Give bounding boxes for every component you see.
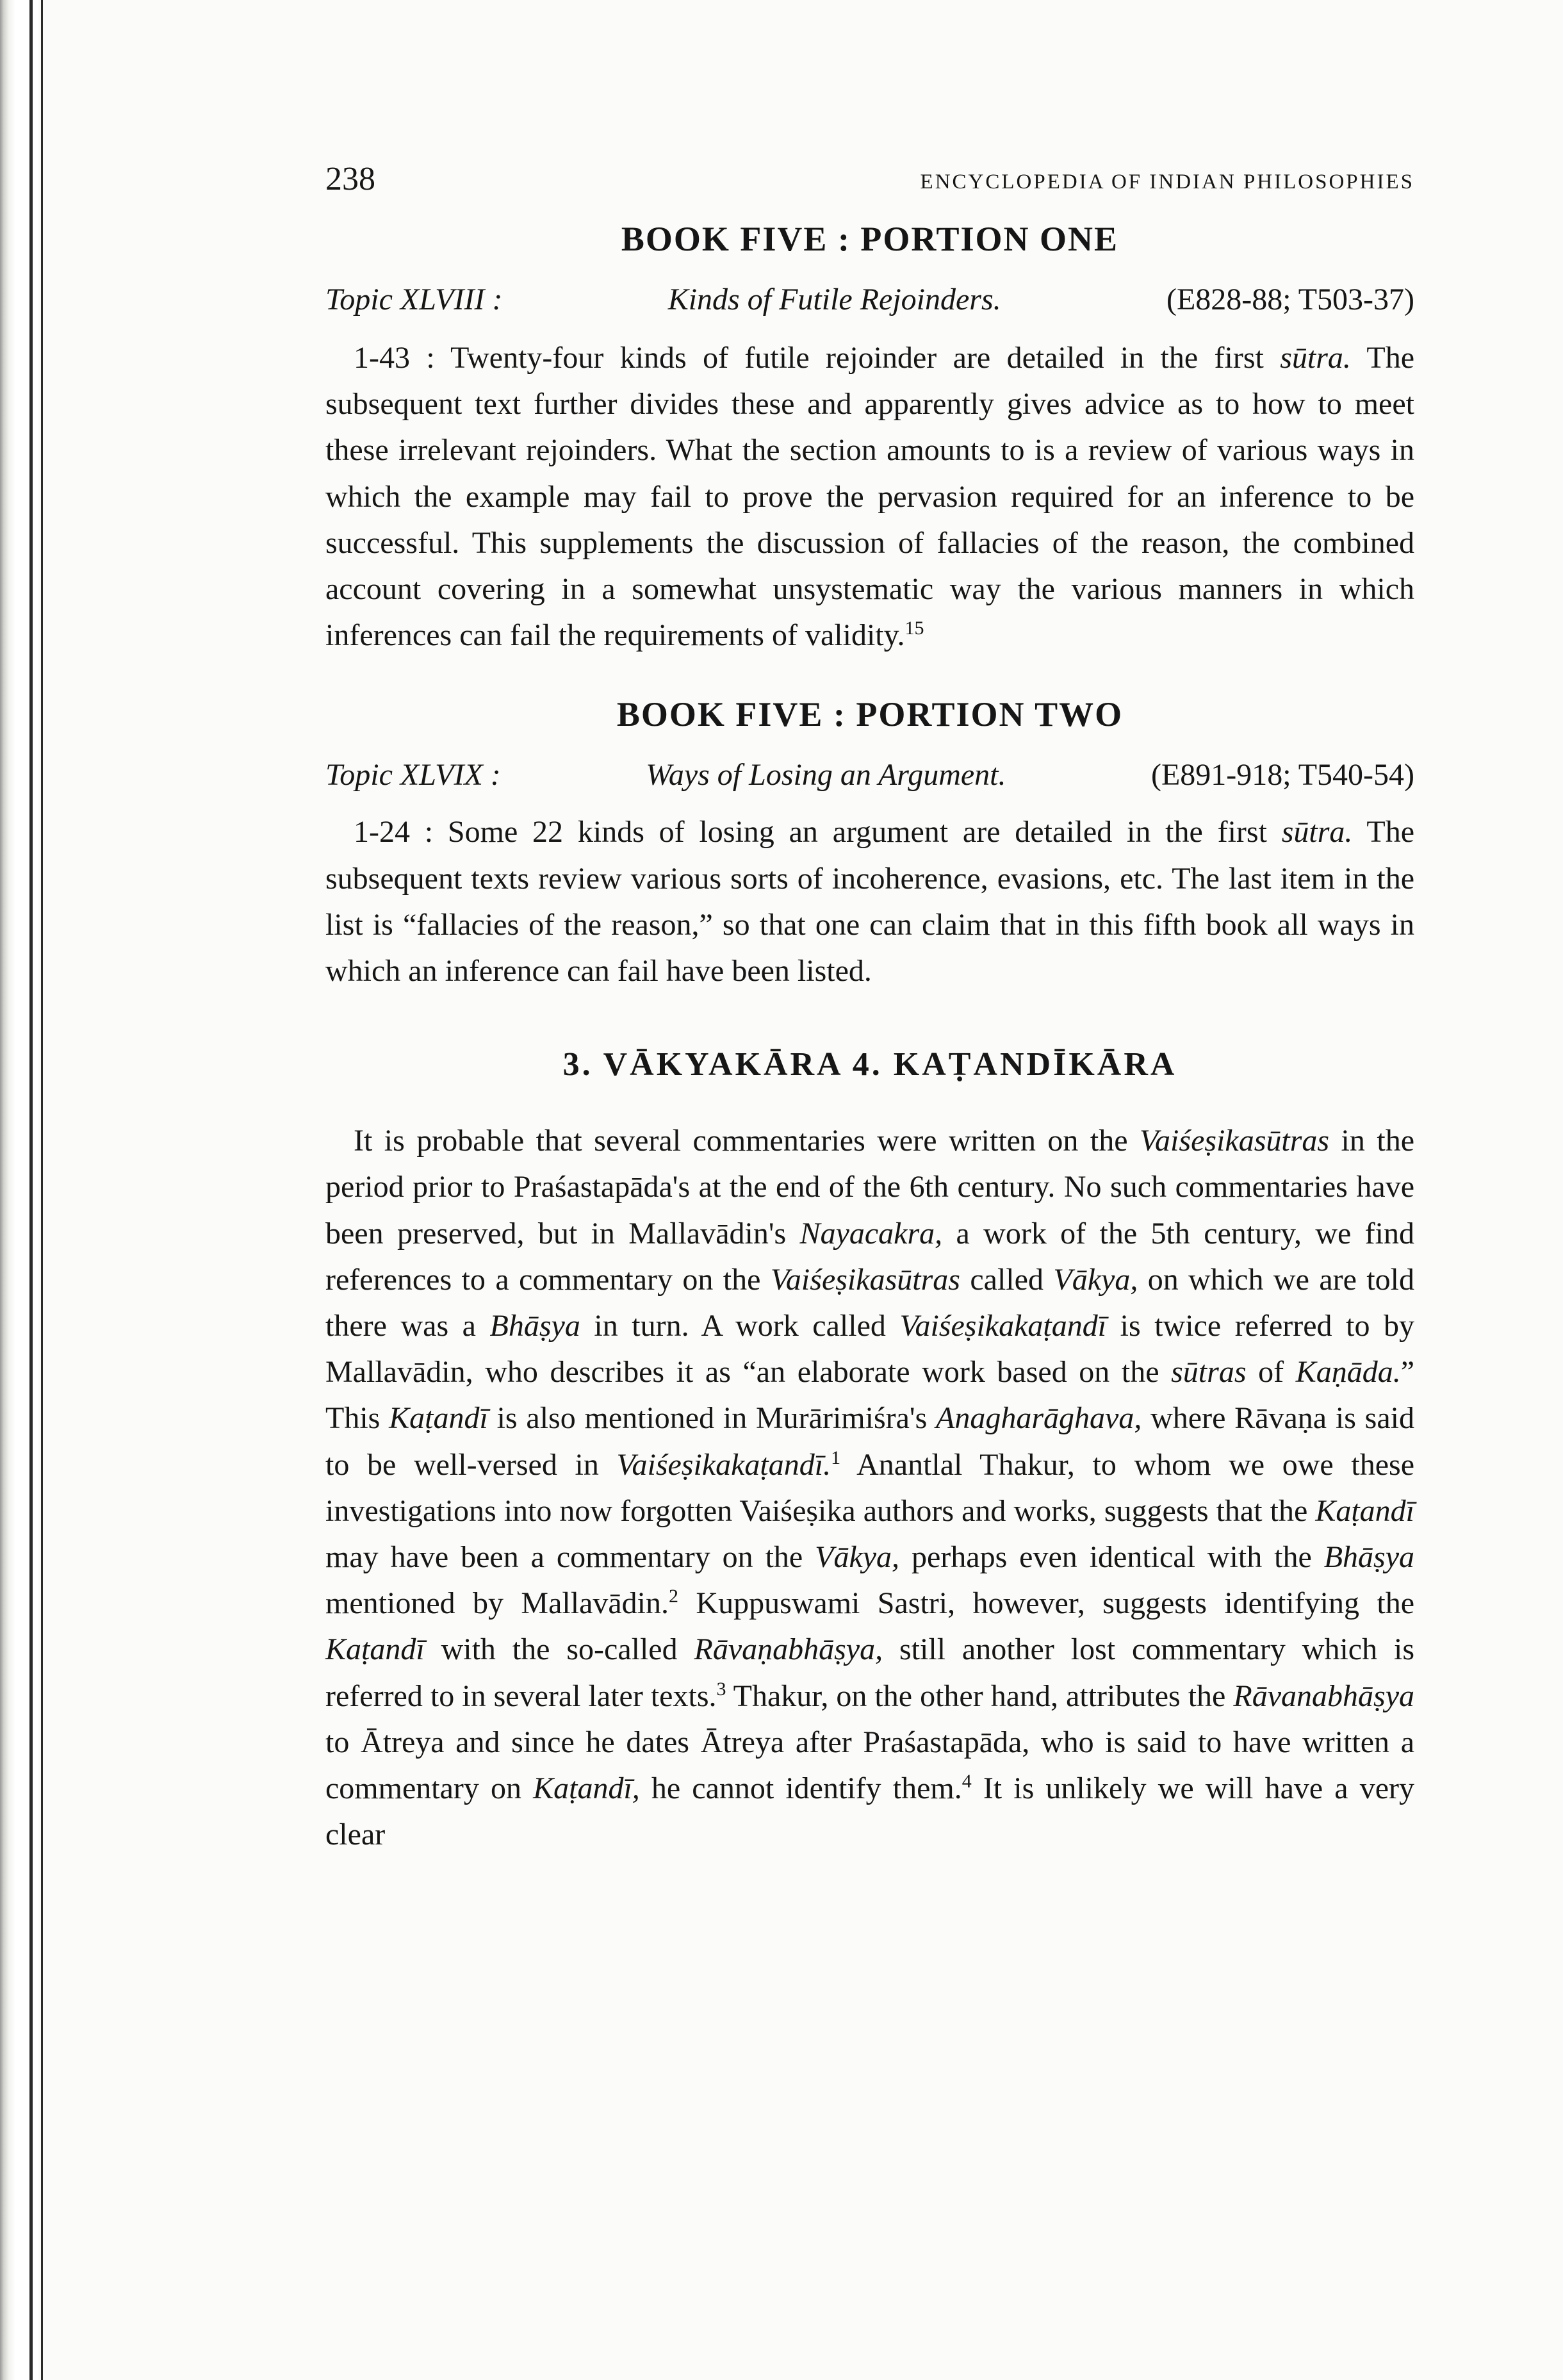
topic-label: Topic XLVIII : — [325, 283, 503, 316]
paragraph-futile-rejoinders: 1-43 : Twenty-four kinds of futile rejoinder are detailed in the first sūtra. The subsequent text further divides these and apparently gives advice as to how to meet these irrelevant rejoinders. What the section amounts to is a review of various ways in which the example may fail to prove the pervasion required for an inference to be successful. This supplements the discussion of fallacies of the reason, the combined account covering in a somewhat unsystematic way the various manners in which inferences can fail the requirements of validity.$^{15}$ — [325, 341, 1414, 653]
book-heading-portion-one: BOOK FIVE : PORTION ONE — [621, 220, 1119, 258]
footnote-ref: 15 — [904, 618, 924, 639]
gutter-edge-line — [29, 0, 33, 2380]
footnote-ref: 2 — [669, 1586, 679, 1607]
running-head — [325, 160, 1414, 201]
book-page — [325, 160, 1414, 1858]
running-title: ENCYCLOPEDIA OF INDIAN PHILOSOPHIES — [920, 170, 1414, 193]
topic-reference: (E891-918; T540-54) — [1150, 758, 1414, 792]
page-number: 238 — [325, 161, 375, 197]
topic-line-xlviii — [325, 282, 1414, 317]
section-heading-vakyakara: 3. VĀKYAKĀRA 4. KAṬANDĪKĀRA — [562, 1046, 1177, 1083]
topic-title: Kinds of Futile Rejoinders. — [667, 283, 1001, 316]
paragraph-katandi-commentaries: It is probable that several commentaries were written on the Vaiśeṣikasūtras in the period prior to Praśastapāda's at the end of the 6th century. No such commentaries have been preserved, but in Mallavādin's Nayacakra, a work of the 5th century, we find references to a commentary on the Vaiśeṣikasūtras called Vākya, on which we are told there was a Bhāṣya in turn. A work called Vaiśeṣikakaṭandī is twice referred to by Mallavādin, who describes it as “an elaborate work based on the sūtras of Kaṇāda.” This Kaṭandī is also mentioned in Murārimiśra's Anagharāghava, where Rāvaṇa is said to be well-versed in Vaiśeṣikakaṭandī.$^1$ Anantlal Thakur, to whom we owe these investigations into now forgotten Vaiśeṣika authors and works, suggests that the Kaṭandī may have been a commentary on the Vākya, perhaps even identical with the Bhāṣya mentioned by Mallavādin.$^2$ Kuppuswami Sastri, however, suggests identifying the Kaṭandī with the so-called Rāvaṇabhāṣya, still another lost commentary which is referred to in several later texts.$^3$ Thakur, on the other hand, attributes the Rāvanabhāṣya to Ātreya and since he dates Ātreya after Praśastapāda, who is said to have written a commentary on Kaṭandī, he cannot identify them.$^4$ It is unlikely we will have a very clear — [325, 1124, 1415, 1852]
footnote-ref: 3 — [716, 1678, 726, 1700]
book-heading-portion-two: BOOK FIVE : PORTION TWO — [616, 695, 1124, 734]
topic-label: Topic XLVIX : — [325, 758, 501, 792]
paragraph-losing-argument: 1-24 : Some 22 kinds of losing an argument are detailed in the first sūtra. The subsequent texts review various sorts of incoherence, evasions, etc. The last item in the list is “fallacies of the reason,” so that one can claim that in this fifth book all ways in which an inference can fail have been listed. — [325, 815, 1414, 989]
topic-reference: (E828-88; T503-37) — [1166, 283, 1414, 316]
book-gutter — [0, 0, 38, 2380]
footnote-ref: 1 — [831, 1447, 841, 1468]
gutter-edge-line — [41, 0, 43, 2380]
topic-title: Ways of Losing an Argument. — [646, 758, 1006, 792]
topic-line-xlvix — [325, 757, 1414, 792]
footnote-ref: 4 — [962, 1771, 972, 1793]
